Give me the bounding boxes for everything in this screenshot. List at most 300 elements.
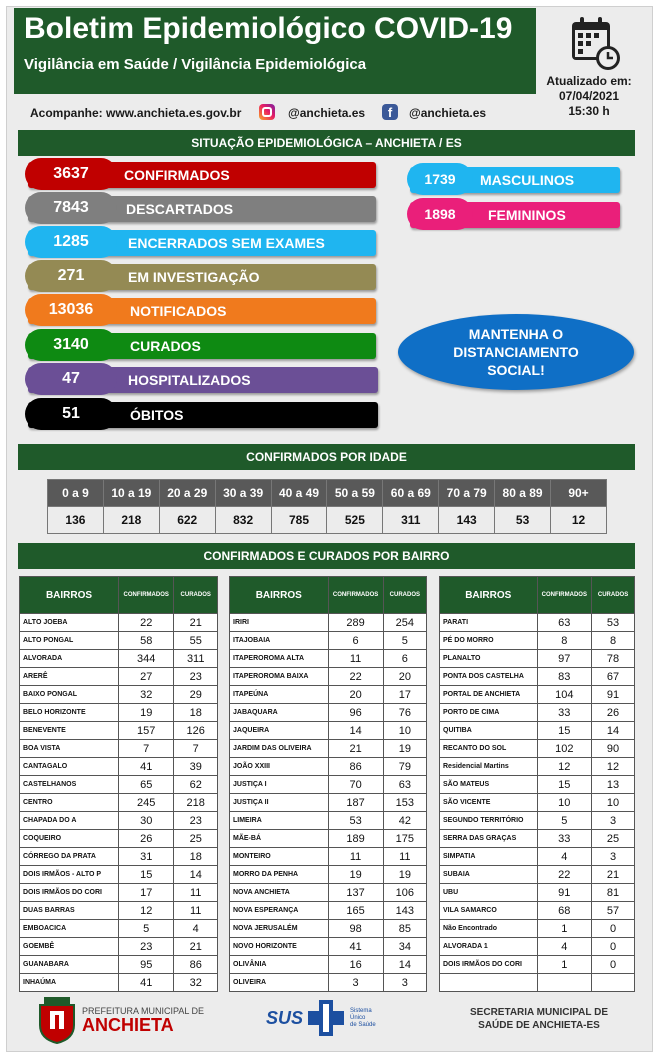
bairro-confirmed: 7 bbox=[119, 740, 174, 758]
bairro-name: SEGUNDO TERRITÓRIO bbox=[440, 812, 538, 830]
bairro-confirmed: 41 bbox=[119, 974, 174, 992]
table-row bbox=[20, 866, 218, 884]
prefeitura-line-2: ANCHIETA bbox=[82, 1015, 174, 1035]
table-row bbox=[440, 776, 635, 794]
age-group-label: 60 a 69 bbox=[383, 480, 439, 507]
bairro-cured: 25 bbox=[174, 830, 218, 848]
table-row bbox=[20, 686, 218, 704]
age-header-row bbox=[48, 480, 607, 507]
bairro-confirmed: 41 bbox=[119, 758, 174, 776]
bairro-cured: 29 bbox=[174, 686, 218, 704]
bairro-cured: 12 bbox=[592, 758, 635, 776]
bairro-name: DOIS IRMÃOS DO CORI bbox=[20, 884, 119, 902]
secretaria-text bbox=[444, 1006, 634, 1032]
table-row bbox=[20, 956, 218, 974]
table-row bbox=[230, 794, 427, 812]
table-row bbox=[230, 920, 427, 938]
bairro-confirmed: 20 bbox=[328, 686, 383, 704]
bairro-name: MÃE-BÁ bbox=[230, 830, 329, 848]
bairro-name: ALTO JOEBA bbox=[20, 614, 119, 632]
bairro-name: DOIS IRMÃOS - ALTO P bbox=[20, 866, 119, 884]
stat-value: 13036 bbox=[25, 294, 117, 326]
bairro-name: ARERÊ bbox=[20, 668, 119, 686]
bairro-name: ALTO PONGAL bbox=[20, 632, 119, 650]
bairro-name: SÃO VICENTE bbox=[440, 794, 538, 812]
bairro-name: NOVA ESPERANÇA bbox=[230, 902, 329, 920]
table-row bbox=[440, 614, 635, 632]
bairro-cured: 143 bbox=[383, 902, 426, 920]
stat-label: HOSPITALIZADOS bbox=[128, 372, 251, 388]
bairro-name: GUANABARA bbox=[20, 956, 119, 974]
table-row bbox=[230, 938, 427, 956]
stat-confirmados bbox=[28, 162, 376, 188]
bairro-confirmed: 8 bbox=[537, 632, 592, 650]
stat-investigacao bbox=[28, 264, 376, 290]
stat-label: FEMININOS bbox=[488, 207, 566, 223]
prefeitura-line-1: PREFEITURA MUNICIPAL DE bbox=[82, 1006, 205, 1016]
bairro-name: PONTA DOS CASTELHA bbox=[440, 668, 538, 686]
bairro-confirmed: 98 bbox=[328, 920, 383, 938]
bairro-cured: 21 bbox=[592, 866, 635, 884]
bairro-cured: 106 bbox=[383, 884, 426, 902]
stat-notificados bbox=[28, 298, 376, 324]
bairro-cured: 18 bbox=[174, 704, 218, 722]
table-row bbox=[20, 830, 218, 848]
bairro-cured: 311 bbox=[174, 650, 218, 668]
bairro-name: PORTO DE CIMA bbox=[440, 704, 538, 722]
bairro-cured: 5 bbox=[383, 632, 426, 650]
stat-label: ÓBITOS bbox=[130, 407, 184, 423]
bairro-confirmed: 3 bbox=[328, 974, 383, 992]
table-row bbox=[230, 650, 427, 668]
bairro-cured: 153 bbox=[383, 794, 426, 812]
bairro-cured: 19 bbox=[383, 866, 426, 884]
stat-value: 1739 bbox=[407, 163, 473, 195]
stat-value: 7843 bbox=[25, 192, 117, 224]
bairro-confirmed: 19 bbox=[328, 866, 383, 884]
bairro-confirmed: 68 bbox=[537, 902, 592, 920]
website-link[interactable]: www.anchieta.es.gov.br bbox=[106, 106, 242, 120]
bairro-cured: 3 bbox=[592, 848, 635, 866]
header-banner bbox=[14, 8, 536, 94]
instagram-icon[interactable] bbox=[259, 104, 275, 120]
distancing-line-3: SOCIAL! bbox=[487, 362, 545, 378]
bairro-name bbox=[440, 974, 538, 992]
table-row bbox=[230, 848, 427, 866]
bairro-column-header: BAIRROS bbox=[440, 577, 538, 614]
bairro-column-header: BAIRROS bbox=[230, 577, 329, 614]
table-row bbox=[230, 812, 427, 830]
sus-sub-3: de Saúde bbox=[350, 1022, 376, 1028]
table-row bbox=[440, 650, 635, 668]
bairro-name: CHAPADA DO A bbox=[20, 812, 119, 830]
age-group-value: 218 bbox=[103, 507, 159, 534]
bairro-name: NOVO HORIZONTE bbox=[230, 938, 329, 956]
update-date: 07/04/2021 bbox=[558, 89, 620, 103]
prefeitura-logo bbox=[36, 995, 78, 1050]
bairro-cured: 39 bbox=[174, 758, 218, 776]
table-row bbox=[20, 776, 218, 794]
bairro-confirmed: 27 bbox=[119, 668, 174, 686]
follow-label: Acompanhe: bbox=[30, 106, 103, 120]
bairro-confirmed: 63 bbox=[537, 614, 592, 632]
stat-label: ENCERRADOS SEM EXAMES bbox=[128, 235, 325, 251]
bairro-name: QUITIBA bbox=[440, 722, 538, 740]
cured-column-header: CURADOS bbox=[174, 577, 218, 614]
age-group-label: 30 a 39 bbox=[215, 480, 271, 507]
bairro-name: JOÃO XXIII bbox=[230, 758, 329, 776]
bairro-name: MORRO DA PENHA bbox=[230, 866, 329, 884]
age-group-label: 50 a 59 bbox=[327, 480, 383, 507]
age-group-value: 785 bbox=[271, 507, 327, 534]
bairro-cured: 55 bbox=[174, 632, 218, 650]
bairro-cured: 17 bbox=[383, 686, 426, 704]
bairro-name: EMBOACICA bbox=[20, 920, 119, 938]
bairro-confirmed: 65 bbox=[119, 776, 174, 794]
bairro-confirmed: 91 bbox=[537, 884, 592, 902]
table-row bbox=[20, 848, 218, 866]
bairro-name: BAIXO PONGAL bbox=[20, 686, 119, 704]
bairro-cured: 34 bbox=[383, 938, 426, 956]
stat-label: EM INVESTIGAÇÃO bbox=[128, 269, 260, 285]
facebook-icon[interactable]: f bbox=[382, 104, 398, 120]
bairro-confirmed: 344 bbox=[119, 650, 174, 668]
stat-value: 51 bbox=[25, 398, 117, 430]
bairro-name: PARATI bbox=[440, 614, 538, 632]
instagram-handle[interactable]: @anchieta.es bbox=[288, 106, 366, 120]
bairro-confirmed: 22 bbox=[328, 668, 383, 686]
bairro-confirmed: 4 bbox=[537, 848, 592, 866]
bairro-name: OLIVÂNIA bbox=[230, 956, 329, 974]
table-row bbox=[230, 902, 427, 920]
bairro-name: CASTELHANOS bbox=[20, 776, 119, 794]
bairro-name: MONTEIRO bbox=[230, 848, 329, 866]
confirmed-column-header: CONFIRMADOS bbox=[328, 577, 383, 614]
bairro-name: JARDIM DAS OLIVEIRA bbox=[230, 740, 329, 758]
bairro-confirmed: 11 bbox=[328, 650, 383, 668]
bairro-cured: 85 bbox=[383, 920, 426, 938]
stat-value: 1898 bbox=[407, 198, 473, 230]
bairro-confirmed: 15 bbox=[537, 776, 592, 794]
bairro-confirmed: 58 bbox=[119, 632, 174, 650]
table-row bbox=[230, 974, 427, 992]
bairro-cured: 0 bbox=[592, 920, 635, 938]
bairro-cured: 26 bbox=[592, 704, 635, 722]
bairro-confirmed: 26 bbox=[119, 830, 174, 848]
bairro-name: JUSTIÇA II bbox=[230, 794, 329, 812]
table-row bbox=[230, 632, 427, 650]
bairro-confirmed: 10 bbox=[537, 794, 592, 812]
table-row bbox=[230, 722, 427, 740]
bairro-confirmed: 86 bbox=[328, 758, 383, 776]
table-row bbox=[230, 704, 427, 722]
bairro-confirmed: 22 bbox=[537, 866, 592, 884]
age-group-label: 90+ bbox=[551, 480, 607, 507]
bairro-confirmed: 4 bbox=[537, 938, 592, 956]
table-row bbox=[230, 740, 427, 758]
bairro-cured: 11 bbox=[174, 902, 218, 920]
table-row bbox=[20, 650, 218, 668]
bairro-name: SERRA DAS GRAÇAS bbox=[440, 830, 538, 848]
stat-femininos bbox=[410, 202, 620, 228]
bairro-cured: 81 bbox=[592, 884, 635, 902]
bairro-cured: 23 bbox=[174, 668, 218, 686]
table-row bbox=[440, 686, 635, 704]
bairro-table-2 bbox=[229, 576, 427, 992]
age-group-label: 20 a 29 bbox=[159, 480, 215, 507]
bairro-confirmed: 30 bbox=[119, 812, 174, 830]
bairro-cured: 10 bbox=[383, 722, 426, 740]
bairro-name: RECANTO DO SOL bbox=[440, 740, 538, 758]
bairro-name: BENEVENTE bbox=[20, 722, 119, 740]
distancing-callout bbox=[398, 314, 634, 390]
page-subtitle: Vigilância em Saúde / Vigilância Epidemiológica bbox=[24, 56, 367, 73]
table-row bbox=[20, 614, 218, 632]
bairro-confirmed: 41 bbox=[328, 938, 383, 956]
update-label: Atualizado em: bbox=[546, 74, 632, 88]
bairro-confirmed: 22 bbox=[119, 614, 174, 632]
cured-column-header: CURADOS bbox=[592, 577, 635, 614]
bairro-name: BOA VISTA bbox=[20, 740, 119, 758]
bairro-name: OLIVEIRA bbox=[230, 974, 329, 992]
stat-hospitalizados bbox=[28, 367, 378, 393]
bairro-confirmed: 6 bbox=[328, 632, 383, 650]
age-group-value: 832 bbox=[215, 507, 271, 534]
age-group-value: 136 bbox=[48, 507, 104, 534]
bairro-table-3 bbox=[439, 576, 635, 992]
table-row bbox=[20, 938, 218, 956]
bairro-cured: 7 bbox=[174, 740, 218, 758]
table-row bbox=[440, 668, 635, 686]
bairro-confirmed: 23 bbox=[119, 938, 174, 956]
distancing-line-2: DISTANCIAMENTO bbox=[453, 344, 579, 360]
bairro-confirmed: 19 bbox=[119, 704, 174, 722]
bairro-name: JUSTIÇA I bbox=[230, 776, 329, 794]
bairro-confirmed: 11 bbox=[328, 848, 383, 866]
sus-subtitle bbox=[350, 1008, 376, 1029]
bairro-cured: 11 bbox=[174, 884, 218, 902]
bairro-cured: 90 bbox=[592, 740, 635, 758]
bairro-cured: 53 bbox=[592, 614, 635, 632]
table-row bbox=[440, 974, 635, 992]
table-row bbox=[440, 920, 635, 938]
situation-bar: SITUAÇÃO EPIDEMIOLÓGICA – ANCHIETA / ES bbox=[18, 130, 635, 156]
stat-value: 47 bbox=[25, 363, 117, 395]
bairro-confirmed: 1 bbox=[537, 956, 592, 974]
bairro-name: ITAPEÚNA bbox=[230, 686, 329, 704]
bairro-cured: 0 bbox=[592, 938, 635, 956]
bairro-cured: 63 bbox=[383, 776, 426, 794]
table-row bbox=[440, 848, 635, 866]
bairro-confirmed: 14 bbox=[328, 722, 383, 740]
bairro-cured: 62 bbox=[174, 776, 218, 794]
age-value-row bbox=[48, 507, 607, 534]
update-time: 15:30 h bbox=[568, 104, 610, 118]
bairro-name: Residencial Martins bbox=[440, 758, 538, 776]
stat-descartados bbox=[28, 196, 376, 222]
bairro-confirmed: 187 bbox=[328, 794, 383, 812]
bairro-cured: 14 bbox=[592, 722, 635, 740]
follow-line bbox=[14, 100, 536, 124]
bairro-cured: 21 bbox=[174, 614, 218, 632]
bairro-cured: 4 bbox=[174, 920, 218, 938]
age-group-label: 0 a 9 bbox=[48, 480, 104, 507]
bairro-name: VILA SAMARCO bbox=[440, 902, 538, 920]
sus-sub-1: Sistema bbox=[350, 1008, 372, 1014]
bairro-confirmed: 245 bbox=[119, 794, 174, 812]
bairro-cured: 11 bbox=[383, 848, 426, 866]
stat-masculinos bbox=[410, 167, 620, 193]
bairro-name: ITAJOBAIA bbox=[230, 632, 329, 650]
bairro-cured: 57 bbox=[592, 902, 635, 920]
age-group-label: 80 a 89 bbox=[495, 480, 551, 507]
table-row bbox=[230, 758, 427, 776]
bairro-confirmed: 97 bbox=[537, 650, 592, 668]
table-row bbox=[230, 866, 427, 884]
bairro-header-row bbox=[20, 577, 218, 614]
bairro-cured: 20 bbox=[383, 668, 426, 686]
bairro-cured: 78 bbox=[592, 650, 635, 668]
bairro-confirmed: 31 bbox=[119, 848, 174, 866]
bairro-confirmed: 96 bbox=[328, 704, 383, 722]
bairro-confirmed: 17 bbox=[119, 884, 174, 902]
bairro-table-1 bbox=[19, 576, 218, 992]
stat-value: 3140 bbox=[25, 329, 117, 361]
bairro-name: CENTRO bbox=[20, 794, 119, 812]
bairro-name: NOVA ANCHIETA bbox=[230, 884, 329, 902]
sus-cross-icon bbox=[306, 998, 346, 1038]
table-row bbox=[230, 776, 427, 794]
bairro-name: COQUEIRO bbox=[20, 830, 119, 848]
bairro-name: SIMPATIA bbox=[440, 848, 538, 866]
bairro-confirmed: 137 bbox=[328, 884, 383, 902]
stat-value: 1285 bbox=[25, 226, 117, 258]
bairro-name: Não Encontrado bbox=[440, 920, 538, 938]
bairro-name: PLANALTO bbox=[440, 650, 538, 668]
bairro-cured: 21 bbox=[174, 938, 218, 956]
bairro-name: SÃO MATEUS bbox=[440, 776, 538, 794]
table-row bbox=[20, 740, 218, 758]
bairro-name: PÉ DO MORRO bbox=[440, 632, 538, 650]
confirmed-column-header: CONFIRMADOS bbox=[537, 577, 592, 614]
bairro-confirmed: 33 bbox=[537, 830, 592, 848]
stat-curados bbox=[28, 333, 376, 359]
bairro-confirmed: 15 bbox=[119, 866, 174, 884]
table-row bbox=[230, 614, 427, 632]
table-row bbox=[230, 884, 427, 902]
bairro-cured: 23 bbox=[174, 812, 218, 830]
table-row bbox=[440, 758, 635, 776]
bairro-name: PORTAL DE ANCHIETA bbox=[440, 686, 538, 704]
bairro-name: CANTAGALO bbox=[20, 758, 119, 776]
table-row bbox=[20, 920, 218, 938]
bairro-confirmed: 157 bbox=[119, 722, 174, 740]
sus-logo-text: SUS bbox=[266, 1008, 304, 1028]
cured-column-header: CURADOS bbox=[383, 577, 426, 614]
table-row bbox=[20, 794, 218, 812]
bairro-confirmed: 189 bbox=[328, 830, 383, 848]
table-row bbox=[230, 830, 427, 848]
bairro-confirmed: 102 bbox=[537, 740, 592, 758]
bairro-cured: 3 bbox=[592, 812, 635, 830]
bairro-cured: 91 bbox=[592, 686, 635, 704]
age-group-value: 12 bbox=[551, 507, 607, 534]
bairro-confirmed: 32 bbox=[119, 686, 174, 704]
stat-label: CONFIRMADOS bbox=[124, 167, 230, 183]
bairro-confirmed: 53 bbox=[328, 812, 383, 830]
bairro-cured: 14 bbox=[383, 956, 426, 974]
facebook-handle[interactable]: @anchieta.es bbox=[409, 106, 487, 120]
table-row bbox=[440, 830, 635, 848]
bairro-cured: 13 bbox=[592, 776, 635, 794]
age-bar: CONFIRMADOS POR IDADE bbox=[18, 444, 635, 470]
age-group-label: 10 a 19 bbox=[103, 480, 159, 507]
table-row bbox=[230, 686, 427, 704]
bairro-cured: 25 bbox=[592, 830, 635, 848]
bairro-name: GOEMBÊ bbox=[20, 938, 119, 956]
bairro-cured: 218 bbox=[174, 794, 218, 812]
age-table bbox=[47, 479, 607, 534]
bairro-confirmed: 5 bbox=[537, 812, 592, 830]
table-row bbox=[440, 884, 635, 902]
bairro-name: INHAÚMA bbox=[20, 974, 119, 992]
bairro-confirmed: 70 bbox=[328, 776, 383, 794]
bairro-cured: 254 bbox=[383, 614, 426, 632]
bairro-cured: 175 bbox=[383, 830, 426, 848]
table-row bbox=[230, 956, 427, 974]
sus-sub-2: Único bbox=[350, 1015, 366, 1021]
table-row bbox=[440, 794, 635, 812]
stat-value: 3637 bbox=[25, 158, 117, 190]
bairro-cured bbox=[592, 974, 635, 992]
update-box bbox=[538, 8, 640, 126]
age-group-value: 53 bbox=[495, 507, 551, 534]
bairro-confirmed: 12 bbox=[119, 902, 174, 920]
bairro-cured: 0 bbox=[592, 956, 635, 974]
bairro-cured: 18 bbox=[174, 848, 218, 866]
bairro-confirmed: 15 bbox=[537, 722, 592, 740]
distancing-line-1: MANTENHA O bbox=[468, 326, 564, 342]
confirmed-column-header: CONFIRMADOS bbox=[119, 577, 174, 614]
stat-encerrados bbox=[28, 230, 376, 256]
table-row bbox=[20, 974, 218, 992]
bairro-cured: 19 bbox=[383, 740, 426, 758]
table-row bbox=[440, 740, 635, 758]
stat-obitos bbox=[28, 402, 378, 428]
age-group-value: 311 bbox=[383, 507, 439, 534]
bairro-confirmed: 83 bbox=[537, 668, 592, 686]
age-group-value: 143 bbox=[439, 507, 495, 534]
bairro-cured: 3 bbox=[383, 974, 426, 992]
table-row bbox=[20, 632, 218, 650]
bairro-confirmed: 95 bbox=[119, 956, 174, 974]
table-row bbox=[440, 812, 635, 830]
table-row bbox=[440, 632, 635, 650]
bairro-cured: 79 bbox=[383, 758, 426, 776]
bairro-cured: 32 bbox=[174, 974, 218, 992]
bairro-cured: 14 bbox=[174, 866, 218, 884]
bairro-name: NOVA JERUSALÉM bbox=[230, 920, 329, 938]
bairro-name: IRIRI bbox=[230, 614, 329, 632]
bairro-name: SUBAIA bbox=[440, 866, 538, 884]
bairro-name: ITAPEROROMA BAIXA bbox=[230, 668, 329, 686]
bairro-name: DUAS BARRAS bbox=[20, 902, 119, 920]
bairro-cured: 67 bbox=[592, 668, 635, 686]
age-group-value: 525 bbox=[327, 507, 383, 534]
bairro-cured: 76 bbox=[383, 704, 426, 722]
bairro-name: DOIS IRMÃOS DO CORI bbox=[440, 956, 538, 974]
bairro-column-header: BAIRROS bbox=[20, 577, 119, 614]
